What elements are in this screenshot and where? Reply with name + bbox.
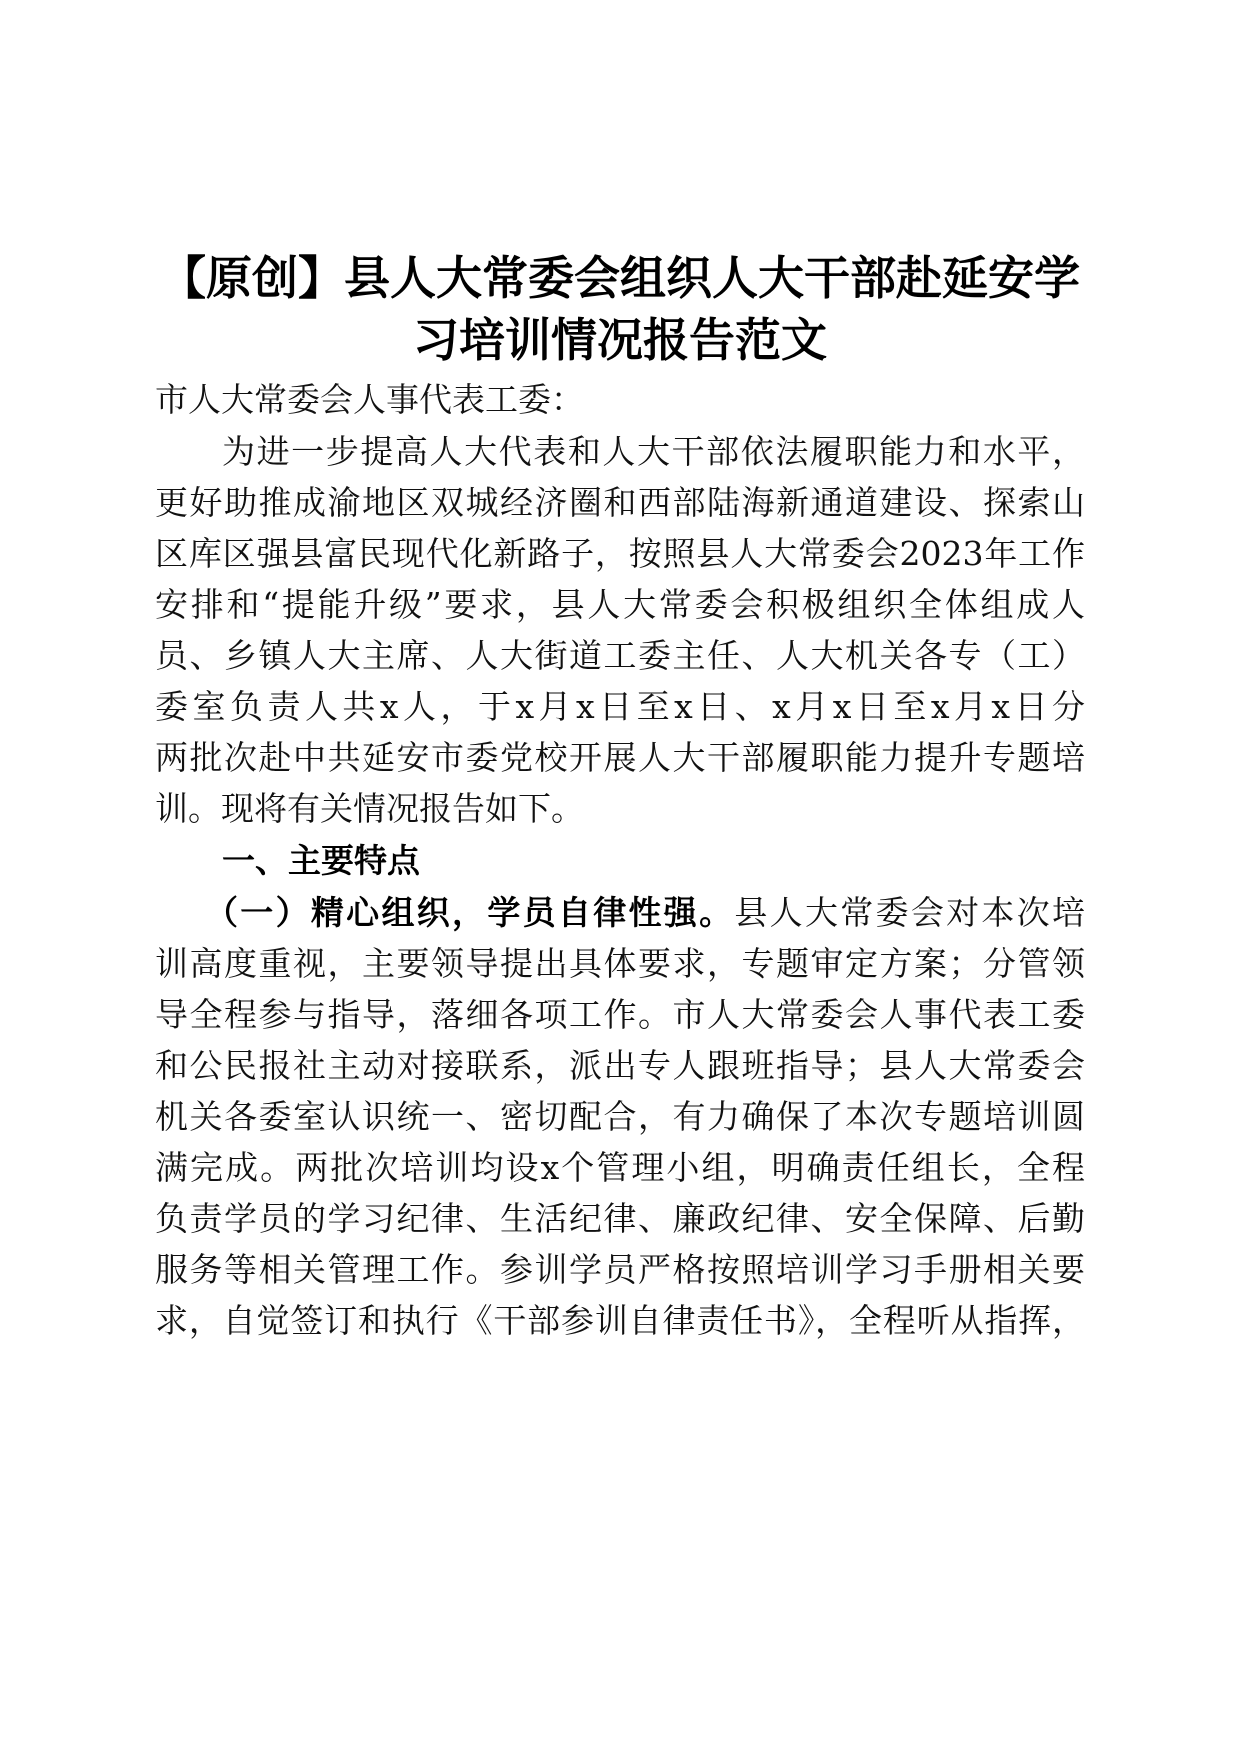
document-title-line-2: 习培训情况报告范文 bbox=[413, 313, 827, 367]
intro-line: 训。现将有关情况报告如下。 bbox=[155, 789, 584, 828]
section-heading: 一、主要特点 bbox=[222, 841, 420, 880]
body-line: 求，自觉签订和执行《干部参训自律责任书》，全程听从指挥， bbox=[155, 1301, 1085, 1340]
subsection-lead: （一）精心组织，学员自律性强。 bbox=[205, 893, 735, 932]
body-line: 导全程参与指导，落细各项工作。市人大常委会人事代表工委 bbox=[155, 995, 1085, 1034]
intro-line: 更好助推成渝地区双城经济圈和西部陆海新通道建设、探索山 bbox=[155, 483, 1085, 522]
intro-line: 区库区强县富民现代化新路子，按照县人大常委会2023年工作 bbox=[155, 534, 1085, 573]
intro-line: 员、乡镇人大主席、人大街道工委主任、人大机关各专（工） bbox=[155, 636, 1085, 675]
body-line: 和公民报社主动对接联系，派出专人跟班指导；县人大常委会 bbox=[155, 1046, 1085, 1085]
body-line: 满完成。两批次培训均设x个管理小组，明确责任组长，全程 bbox=[155, 1148, 1085, 1187]
intro-line: 两批次赴中共延安市委党校开展人大干部履职能力提升专题培 bbox=[155, 738, 1085, 777]
salutation: 市人大常委会人事代表工委： bbox=[155, 380, 584, 419]
document-title-line-1: 【原创】县人大常委会组织人大干部赴延安学 bbox=[160, 251, 1080, 305]
subsection-first-line bbox=[205, 893, 1085, 933]
intro-line: 安排和“提能升级”要求，县人大常委会积极组织全体组成人 bbox=[155, 585, 1085, 624]
intro-line: 委室负责人共x人，于x月x日至x日、x月x日至x月x日分 bbox=[155, 687, 1085, 726]
body-line: 负责学员的学习纪律、生活纪律、廉政纪律、安全保障、后勤 bbox=[155, 1199, 1085, 1238]
subsection-first-line-text: 县人大常委会对本次培 bbox=[734, 893, 1086, 932]
body-line: 服务等相关管理工作。参训学员严格按照培训学习手册相关要 bbox=[155, 1250, 1085, 1289]
intro-line: 为进一步提高人大代表和人大干部依法履职能力和水平， bbox=[222, 432, 1085, 471]
body-line: 训高度重视，主要领导提出具体要求，专题审定方案；分管领 bbox=[155, 944, 1085, 983]
body-line: 机关各委室认识统一、密切配合，有力确保了本次专题培训圆 bbox=[155, 1097, 1085, 1136]
